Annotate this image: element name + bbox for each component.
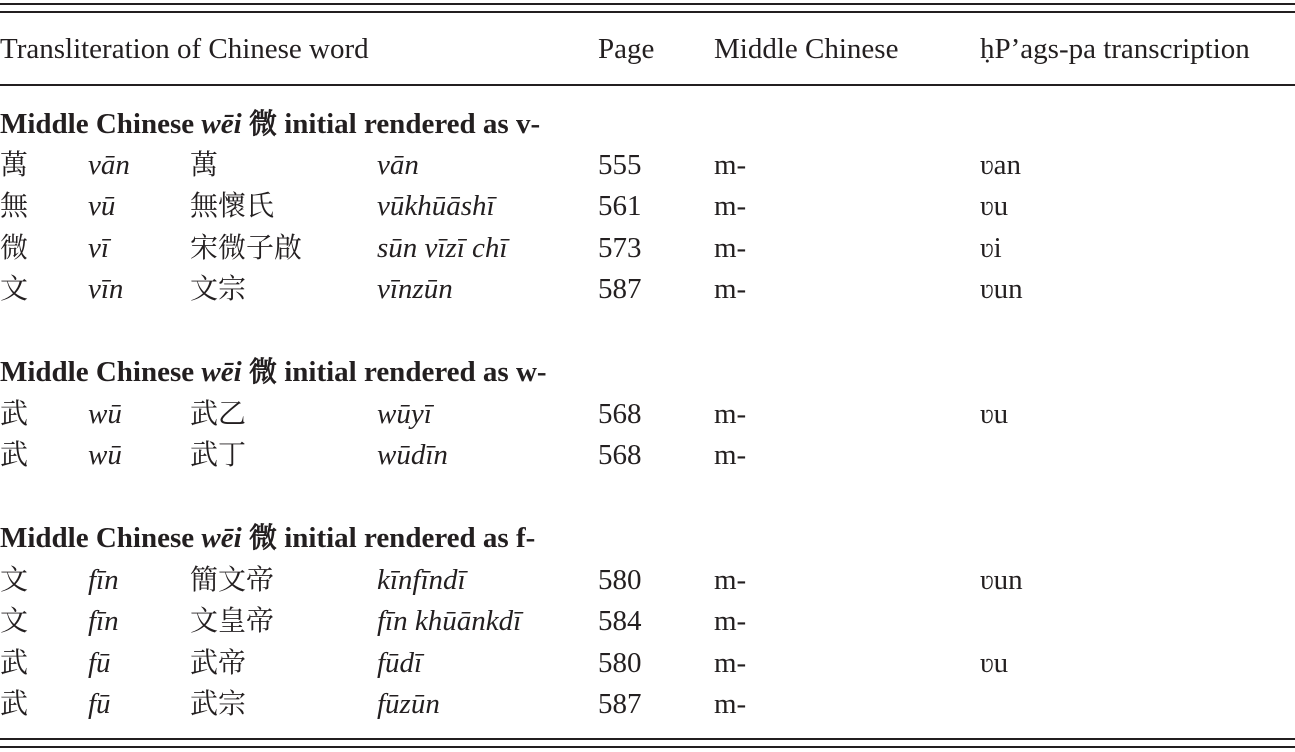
char-transliteration: wū — [88, 398, 122, 430]
char-transliteration: vīn — [88, 273, 124, 305]
section-heading: Middle Chinese wēi 微 initial rendered as w- — [0, 355, 547, 388]
chinese-char: 武 — [0, 397, 29, 430]
middle-chinese-value: m- — [714, 439, 747, 471]
page-number: 584 — [598, 605, 642, 637]
chinese-word: 簡文帝 — [190, 563, 275, 596]
header-phags-pa: ḥP’ags-pa transcription — [980, 33, 1250, 65]
chinese-word: 武丁 — [190, 438, 247, 471]
page-number: 555 — [598, 149, 642, 181]
header-transliteration: Transliteration of Chinese word — [0, 33, 369, 65]
word-transliteration: kīnfīndī — [377, 564, 466, 596]
char-transliteration: fū — [88, 647, 111, 679]
word-transliteration: fūdī — [377, 647, 423, 679]
header-middle-chinese: Middle Chinese — [714, 33, 899, 65]
phags-pa-value: ʋi — [980, 232, 1002, 264]
chinese-word: 武宗 — [190, 687, 247, 720]
section-heading: Middle Chinese wēi 微 initial rendered as v- — [0, 107, 541, 140]
phags-pa-value: ʋun — [980, 273, 1023, 305]
char-transliteration: vū — [88, 190, 116, 222]
char-transliteration: fīn — [88, 605, 119, 637]
middle-chinese-value: m- — [714, 232, 747, 264]
char-transliteration: fū — [88, 688, 111, 720]
word-transliteration: vīnzūn — [377, 273, 453, 305]
section-heading: Middle Chinese wēi 微 initial rendered as f- — [0, 521, 536, 554]
phags-pa-value: ʋun — [980, 564, 1023, 596]
char-transliteration: wū — [88, 439, 122, 471]
chinese-word: 無懷氏 — [190, 189, 275, 222]
middle-chinese-value: m- — [714, 190, 747, 222]
table-bottom-rule-outer — [0, 746, 1295, 748]
phags-pa-value: ʋu — [980, 647, 1009, 679]
chinese-char: 武 — [0, 646, 29, 679]
page-number: 568 — [598, 439, 642, 471]
chinese-char: 無 — [0, 189, 29, 222]
page-number: 561 — [598, 190, 642, 222]
char-transliteration: fīn — [88, 564, 119, 596]
header-page: Page — [598, 33, 655, 65]
middle-chinese-value: m- — [714, 688, 747, 720]
chinese-word: 文宗 — [190, 272, 247, 305]
page-number: 580 — [598, 647, 642, 679]
phags-pa-value: ʋan — [980, 149, 1021, 181]
page-number: 587 — [598, 688, 642, 720]
word-transliteration: fūzūn — [377, 688, 440, 720]
chinese-word: 萬 — [190, 148, 219, 181]
chinese-word: 武乙 — [190, 397, 247, 430]
table-bottom-rule — [0, 738, 1295, 740]
middle-chinese-value: m- — [714, 647, 747, 679]
chinese-word: 文皇帝 — [190, 604, 275, 637]
header-rule — [0, 84, 1295, 86]
middle-chinese-value: m- — [714, 605, 747, 637]
chinese-word: 宋微子啟 — [190, 231, 303, 264]
table-top-rule — [0, 3, 1295, 5]
word-transliteration: wūyī — [377, 398, 432, 430]
middle-chinese-value: m- — [714, 273, 747, 305]
middle-chinese-value: m- — [714, 398, 747, 430]
phags-pa-value: ʋu — [980, 190, 1009, 222]
word-transliteration: wūdīn — [377, 439, 448, 471]
phags-pa-value: ʋu — [980, 398, 1009, 430]
page-number: 580 — [598, 564, 642, 596]
chinese-char: 微 — [0, 231, 29, 264]
word-transliteration: vān — [377, 149, 419, 181]
chinese-char: 武 — [0, 687, 29, 720]
middle-chinese-value: m- — [714, 149, 747, 181]
word-transliteration: vūkhūāshī — [377, 190, 495, 222]
chinese-word: 武帝 — [190, 646, 247, 679]
page-number: 573 — [598, 232, 642, 264]
chinese-char: 文 — [0, 272, 29, 305]
word-transliteration: sūn vīzī chī — [377, 232, 508, 264]
chinese-char: 武 — [0, 438, 29, 471]
page-number: 568 — [598, 398, 642, 430]
chinese-char: 萬 — [0, 148, 29, 181]
char-transliteration: vī — [88, 232, 109, 264]
chinese-char: 文 — [0, 563, 29, 596]
chinese-char: 文 — [0, 604, 29, 637]
page-number: 587 — [598, 273, 642, 305]
middle-chinese-value: m- — [714, 564, 747, 596]
word-transliteration: fīn khūānkdī — [377, 605, 522, 637]
table-top-rule-inner — [0, 11, 1295, 13]
char-transliteration: vān — [88, 149, 130, 181]
